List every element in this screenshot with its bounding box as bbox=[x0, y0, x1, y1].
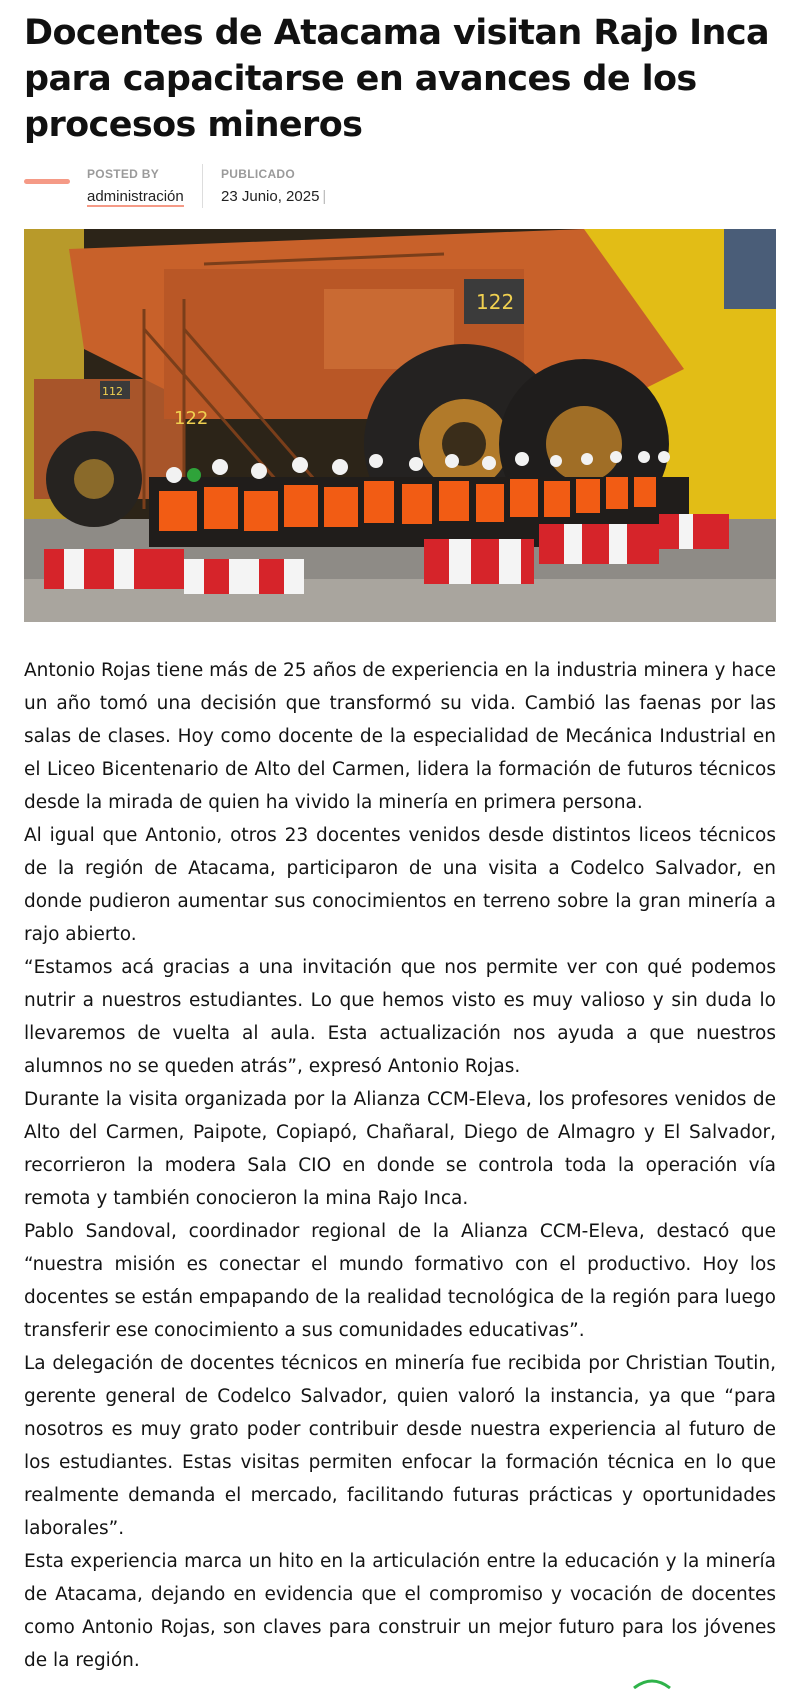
paragraph: Al igual que Antonio, otros 23 docentes venidos desde distintos liceos técnicos de la región de Atacama, participaron de una visita a Codelco Salvador, en donde pudieron aumentar sus conocimientos en terreno sobre la gran minería a rajo abierto. bbox=[24, 825, 776, 945]
paragraph: Durante la visita organizada por la Alianza CCM-Eleva, los profesores venidos de Alto del Carmen, Paipote, Copiapó, Chañaral, Diego de Almagro y El Salvador, recorrieron la modera Sala CIO en donde se controla toda la operación vía remota y también conocieron la mina Rajo Inca. bbox=[24, 1089, 776, 1209]
paragraph: Pablo Sandoval, coordinador regional de la Alianza CCM-Eleva, destacó que “nuestra misión es conectar el mundo formativo con el productivo. Hoy los docentes se están empapando de la realidad tecnológica de la región para luego transferir ese conocimiento a sus comunidades educativas”. bbox=[24, 1221, 776, 1341]
posted-by-label: POSTED BY bbox=[87, 167, 160, 181]
article-meta bbox=[24, 162, 776, 214]
author-link[interactable]: administración bbox=[87, 188, 184, 205]
publish-date: 23 Junio, 2025 bbox=[221, 188, 320, 205]
article-title: Docentes de Atacama visitan Rajo Inca para capacitarse en avances de los procesos mineros bbox=[24, 13, 770, 145]
date-cursor: | bbox=[322, 188, 327, 205]
paragraph: “Estamos acá gracias a una invitación que nos permite ver con qué podemos nutrir a nuestros estudiantes. Lo que hemos visto es muy valioso y sin duda lo llevaremos de vuelta al aula. Esta actualización nos ayuda a que nuestros alumnos no se queden atrás”, expresó Antonio Rojas. bbox=[24, 957, 776, 1077]
article-photo bbox=[24, 229, 776, 622]
truck-number-side: 122 bbox=[174, 408, 209, 429]
meta-accent-bar bbox=[24, 179, 70, 184]
paragraph: Antonio Rojas tiene más de 25 años de experiencia en la industria minera y hace un año tomó una decisión que transformó su vida. Cambió las faenas por las salas de clases. Hoy como docente de la especialidad de Mecánica Industrial en el Liceo Bicentenario de Alto del Carmen, lidera la formación de futuros técnicos desde la mirada de quien ha vivido la minería en primera persona. bbox=[24, 660, 776, 813]
meta-author bbox=[87, 166, 184, 208]
truck-number-main: 122 bbox=[476, 290, 515, 314]
mining-truck-illustration bbox=[24, 229, 776, 622]
article bbox=[24, 0, 776, 1671]
leaf-icon bbox=[632, 1678, 672, 1690]
paragraph: Esta experiencia marca un hito en la articulación entre la educación y la minería de Atacama, dejando en evidencia que el compromiso y vocación de docentes como Antonio Rojas, son claves para construir un mejor futuro para los jóvenes de la región. bbox=[24, 1551, 776, 1671]
meta-date bbox=[221, 166, 326, 208]
truck-number-left: 112 bbox=[102, 385, 123, 398]
paragraph: La delegación de docentes técnicos en minería fue recibida por Christian Toutin, gerente general de Codelco Salvador, quien valoró la instancia, ya que “para nosotros es muy grato poder contribuir desde nuestra experiencia al futuro de los estudiantes. Estas visitas permiten enfocar la formación técnica en lo que realmente demanda el mercado, facilitando futuras prácticas y oportunidades laborales”. bbox=[24, 1353, 776, 1539]
meta-divider bbox=[202, 164, 203, 208]
published-label: PUBLICADO bbox=[221, 167, 296, 181]
article-body bbox=[24, 654, 776, 1677]
